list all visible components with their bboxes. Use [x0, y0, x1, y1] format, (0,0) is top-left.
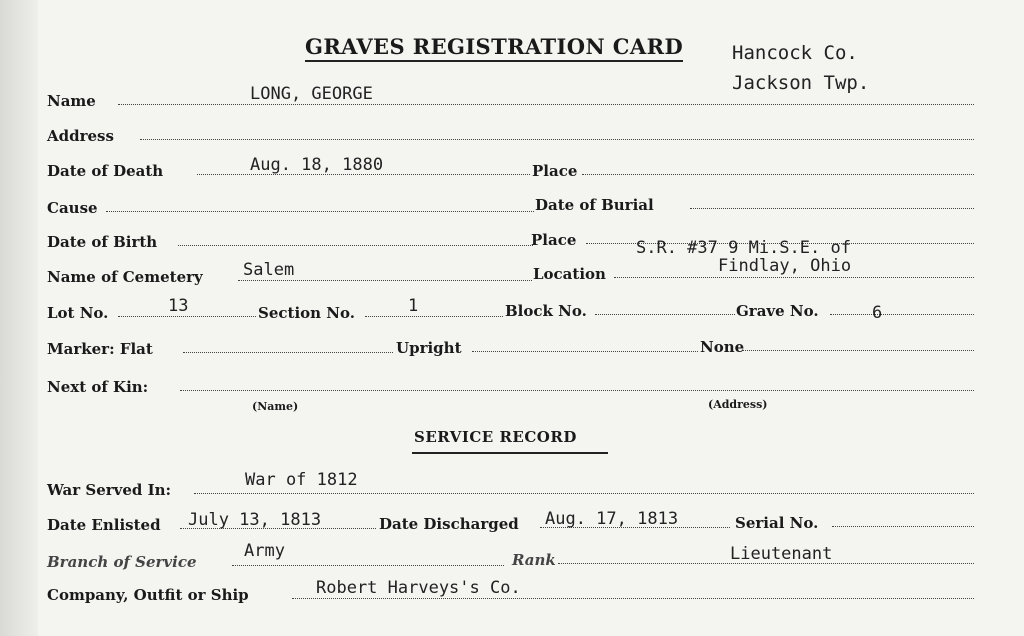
serial-no-line — [832, 526, 974, 527]
date-of-death-value: Aug. 18, 1880 — [250, 155, 384, 175]
cemetery-line — [238, 280, 532, 281]
date-discharged-label: Date Discharged — [379, 515, 519, 533]
upright-label: Upright — [396, 339, 462, 357]
section-no-label: Section No. — [258, 304, 355, 322]
date-discharged-value: Aug. 17, 1813 — [545, 509, 679, 529]
date-enlisted-value: July 13, 1813 — [188, 510, 322, 530]
date-enlisted-label: Date Enlisted — [47, 516, 161, 534]
marker-flat-label: Marker: Flat — [47, 340, 153, 358]
date-of-burial-line — [690, 208, 974, 209]
block-no-line — [595, 314, 735, 315]
lot-no-line — [118, 316, 256, 317]
date-of-birth-label: Date of Birth — [47, 233, 158, 251]
location-line — [614, 277, 974, 278]
death-place-label: Place — [532, 162, 578, 180]
next-of-kin-line — [180, 390, 974, 391]
name-line — [118, 104, 974, 105]
company-value: Robert Harveys's Co. — [316, 578, 521, 598]
war-served-line — [194, 493, 974, 494]
date-of-death-label: Date of Death — [47, 162, 164, 180]
death-place-line — [582, 174, 974, 175]
location-value: Findlay, Ohio — [718, 256, 852, 276]
date-of-birth-line — [178, 245, 533, 246]
grave-no-label: Grave No. — [736, 302, 819, 320]
lot-no-label: Lot No. — [47, 304, 109, 322]
block-no-label: Block No. — [505, 302, 587, 320]
address-line — [140, 139, 974, 140]
cemetery-value: Salem — [243, 260, 295, 280]
service-record-heading: SERVICE RECORD — [414, 428, 577, 446]
none-label: None — [700, 338, 745, 356]
section-no-line — [365, 316, 503, 317]
section-no-value: 1 — [408, 296, 419, 316]
lot-no-value: 13 — [168, 296, 189, 316]
war-served-label: War Served In: — [47, 481, 172, 499]
rank-label: Rank — [512, 551, 556, 569]
cause-label: Cause — [47, 199, 98, 217]
date-of-burial-label: Date of Burial — [535, 196, 654, 214]
marker-flat-line — [183, 352, 393, 353]
township-note: Jackson Twp. — [732, 72, 870, 94]
company-line — [292, 598, 974, 599]
location-label: Location — [533, 265, 606, 283]
county-note: Hancock Co. — [732, 42, 858, 64]
card-title: GRAVES REGISTRATION CARD — [305, 34, 683, 62]
branch-value: Army — [244, 541, 285, 561]
address-label: Address — [47, 127, 114, 145]
kin-name-caption: (Name) — [252, 400, 299, 413]
branch-of-service-label: Branch of Service — [47, 553, 197, 571]
grave-no-value: 6 — [872, 303, 883, 323]
next-of-kin-label: Next of Kin: — [47, 378, 149, 396]
branch-line — [232, 565, 504, 566]
war-served-value: War of 1812 — [245, 470, 358, 490]
name-value: LONG, GEORGE — [250, 84, 373, 104]
name-of-cemetery-label: Name of Cemetery — [47, 268, 203, 286]
cause-line — [106, 211, 534, 212]
serial-no-label: Serial No. — [735, 514, 819, 532]
grave-no-line — [830, 314, 974, 315]
none-line — [742, 350, 974, 351]
rank-value: Lieutenant — [730, 544, 833, 564]
upright-line — [472, 351, 698, 352]
birth-place-label: Place — [531, 231, 577, 249]
name-label: Name — [47, 92, 96, 110]
service-record-rule — [412, 452, 608, 454]
company-label: Company, Outfit or Ship — [47, 586, 249, 604]
birth-place-value: S.R. #37 9 Mi.S.E. of — [636, 238, 851, 258]
kin-address-caption: (Address) — [708, 398, 768, 411]
